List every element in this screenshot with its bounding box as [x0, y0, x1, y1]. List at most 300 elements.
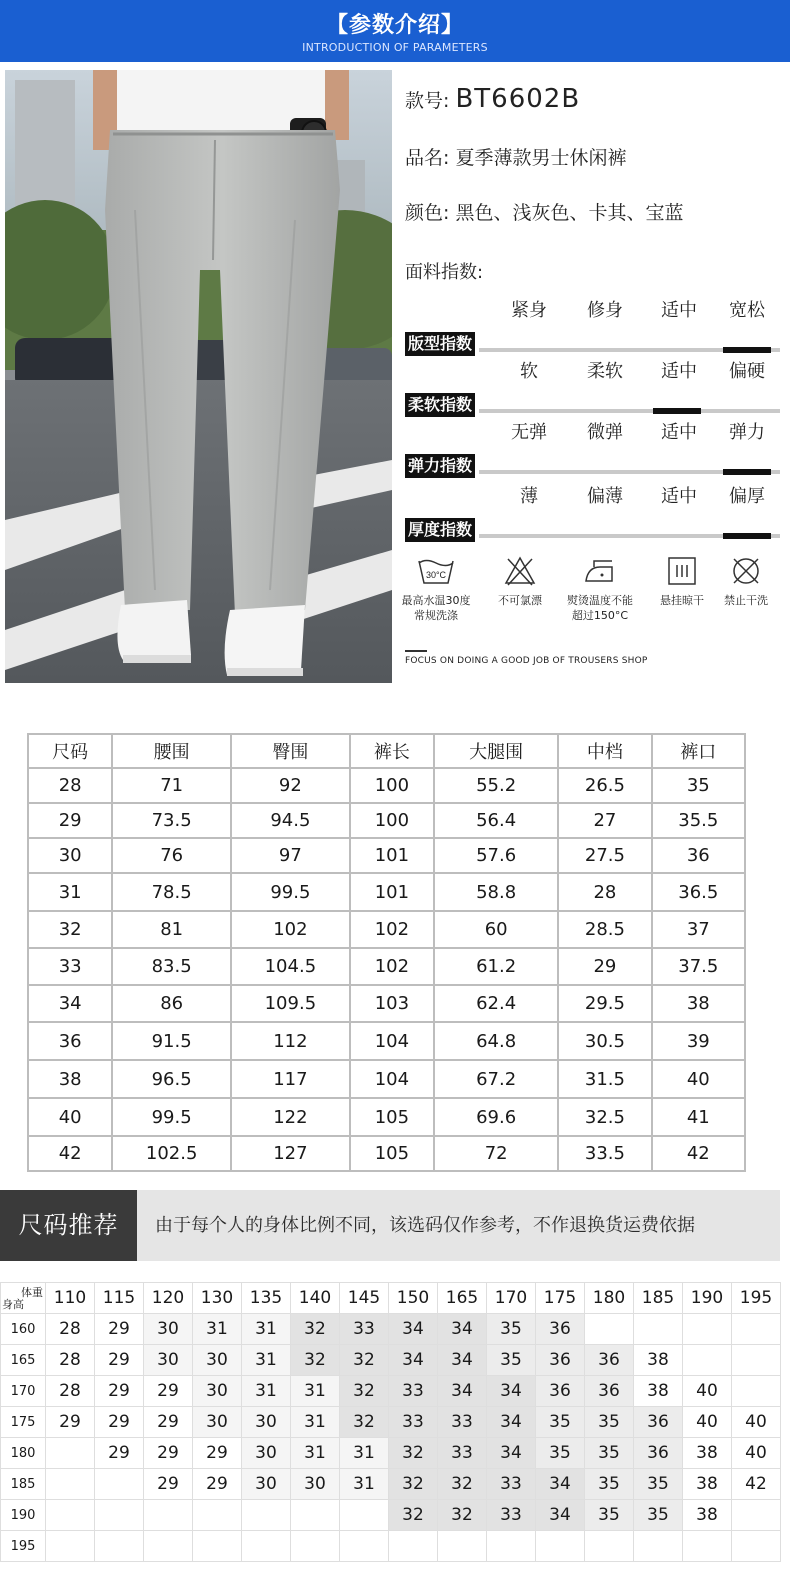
index-label: 版型指数 [405, 332, 475, 356]
size-table-cell: 36 [28, 1022, 112, 1060]
recommend-size-cell [683, 1345, 732, 1376]
fabric-title: 面料指数: [405, 262, 484, 283]
recommend-size-cell: 32 [438, 1500, 487, 1531]
size-table-row [28, 1136, 745, 1171]
recommend-size-cell: 33 [438, 1407, 487, 1438]
size-table [27, 733, 746, 1172]
recommend-size-cell: 34 [487, 1407, 536, 1438]
recommend-size-cell: 36 [536, 1314, 585, 1345]
recommend-size-cell: 34 [438, 1345, 487, 1376]
recommend-size-cell: 32 [291, 1345, 340, 1376]
recommend-size-cell: 36 [585, 1345, 634, 1376]
size-table-cell: 96.5 [112, 1060, 231, 1098]
recommend-size-cell: 29 [144, 1376, 193, 1407]
index-option: 偏薄 [587, 486, 623, 507]
size-table-cell: 100 [350, 803, 434, 838]
size-table-cell: 58.8 [434, 873, 558, 911]
recommend-size-cell [242, 1531, 291, 1562]
weight-header-cell: 170 [487, 1283, 536, 1314]
size-table-cell: 81 [112, 911, 231, 948]
name-row [405, 143, 626, 170]
weight-header-cell: 120 [144, 1283, 193, 1314]
recommend-size-cell [340, 1531, 389, 1562]
page-header [0, 0, 790, 62]
size-table-cell: 102 [350, 911, 434, 948]
index-option: 弹力 [729, 422, 765, 443]
index-option: 薄 [520, 486, 538, 507]
recommend-size-cell: 35 [487, 1345, 536, 1376]
recommend-size-cell: 35 [634, 1469, 683, 1500]
recommend-size-cell: 29 [144, 1407, 193, 1438]
recommend-size-cell [144, 1500, 193, 1531]
recommend-size-cell [732, 1314, 781, 1345]
size-table-row [28, 838, 745, 873]
height-cell: 195 [1, 1531, 46, 1562]
size-table-cell: 102 [231, 911, 350, 948]
size-table-cell: 60 [434, 911, 558, 948]
recommend-size-cell [193, 1531, 242, 1562]
recommend-row [1, 1314, 781, 1345]
recommend-size-cell [438, 1531, 487, 1562]
size-header-cell: 裤长 [350, 734, 434, 768]
recommend-size-cell [46, 1500, 95, 1531]
recommend-size-cell [291, 1500, 340, 1531]
care-line: 熨烫温度不能 [567, 594, 633, 607]
weight-header-cell: 135 [242, 1283, 291, 1314]
recommend-size-cell [732, 1531, 781, 1562]
size-table-row [28, 1022, 745, 1060]
recommend-size-cell: 35 [487, 1314, 536, 1345]
recommend-size-cell: 28 [46, 1376, 95, 1407]
index-label: 弹力指数 [405, 454, 475, 478]
recommend-size-cell: 29 [193, 1469, 242, 1500]
size-table-cell: 34 [28, 985, 112, 1022]
color-label: 颜色: [405, 202, 450, 224]
recommend-size-cell: 33 [340, 1314, 389, 1345]
size-table-cell: 104 [350, 1060, 434, 1098]
recommend-size-cell: 33 [487, 1500, 536, 1531]
recommend-size-cell: 32 [291, 1314, 340, 1345]
size-header-cell: 大腿围 [434, 734, 558, 768]
size-table-cell: 73.5 [112, 803, 231, 838]
recommend-size-cell: 31 [340, 1469, 389, 1500]
size-table-row [28, 768, 745, 803]
care-no-dry-clean [706, 555, 786, 608]
size-table-header [28, 734, 745, 768]
size-table-cell: 100 [350, 768, 434, 803]
recommend-corner [1, 1283, 46, 1314]
size-table-row [28, 948, 745, 985]
name-label: 品名: [405, 147, 450, 169]
recommend-size-cell: 32 [389, 1500, 438, 1531]
recommend-size-cell: 35 [634, 1500, 683, 1531]
recommend-size-cell: 30 [242, 1469, 291, 1500]
recommend-size-cell: 32 [389, 1469, 438, 1500]
recommend-size-cell: 33 [438, 1438, 487, 1469]
recommend-size-cell: 30 [242, 1407, 291, 1438]
size-table-cell: 56.4 [434, 803, 558, 838]
recommend-size-cell: 40 [732, 1407, 781, 1438]
size-table-cell: 71 [112, 768, 231, 803]
height-cell: 180 [1, 1438, 46, 1469]
recommend-size-cell: 36 [585, 1376, 634, 1407]
recommend-size-cell [242, 1500, 291, 1531]
no-bleach-icon [504, 555, 536, 587]
recommend-size-cell [95, 1500, 144, 1531]
recommend-size-cell: 33 [487, 1469, 536, 1500]
size-table-cell: 35 [652, 768, 745, 803]
care-line: 超过150°C [571, 609, 629, 622]
size-table-cell: 103 [350, 985, 434, 1022]
recommend-row [1, 1438, 781, 1469]
recommend-size-cell [46, 1531, 95, 1562]
index-option: 适中 [661, 422, 697, 443]
recommend-size-cell: 32 [438, 1469, 487, 1500]
care-line: 最高水温30度 [401, 594, 471, 607]
recommend-size-cell: 30 [291, 1469, 340, 1500]
recommend-size-cell [193, 1500, 242, 1531]
index-elasticity [405, 418, 780, 478]
model-value: BT6602B [455, 84, 581, 114]
index-thickness [405, 482, 780, 542]
size-table-cell: 104.5 [231, 948, 350, 985]
weight-header-cell: 140 [291, 1283, 340, 1314]
size-table-cell: 83.5 [112, 948, 231, 985]
recommend-header-row [1, 1283, 781, 1314]
index-label: 柔软指数 [405, 393, 475, 417]
recommend-size-cell: 35 [585, 1407, 634, 1438]
recommend-size-cell: 34 [438, 1376, 487, 1407]
recommend-size-cell: 31 [242, 1376, 291, 1407]
recommend-size-cell: 42 [732, 1469, 781, 1500]
recommend-size-cell: 29 [95, 1438, 144, 1469]
recommend-size-cell: 34 [487, 1376, 536, 1407]
size-table-cell: 38 [28, 1060, 112, 1098]
recommend-size-cell: 29 [95, 1407, 144, 1438]
size-table-cell: 104 [350, 1022, 434, 1060]
recommend-size-cell: 29 [144, 1469, 193, 1500]
size-table-cell: 97 [231, 838, 350, 873]
recommend-size-cell [144, 1531, 193, 1562]
weight-header-cell: 130 [193, 1283, 242, 1314]
index-bar [479, 409, 780, 413]
size-table-cell: 31 [28, 873, 112, 911]
size-table-cell: 101 [350, 838, 434, 873]
care-line: 禁止干洗 [724, 594, 768, 607]
recommend-size-cell [732, 1345, 781, 1376]
iron-icon [580, 555, 620, 587]
header-title: 【参数介绍】 [325, 13, 464, 38]
size-table-cell: 102.5 [112, 1136, 231, 1171]
recommend-size-cell: 30 [242, 1438, 291, 1469]
recommend-size-cell: 33 [389, 1376, 438, 1407]
recommend-table [0, 1282, 781, 1562]
recommend-size-cell: 35 [585, 1469, 634, 1500]
size-table-cell: 36.5 [652, 873, 745, 911]
recommend-size-cell [389, 1531, 438, 1562]
index-option: 偏硬 [729, 361, 765, 382]
size-table-cell: 122 [231, 1098, 350, 1136]
size-table-cell: 28.5 [558, 911, 651, 948]
size-table-row [28, 803, 745, 838]
weight-header-cell: 190 [683, 1283, 732, 1314]
weight-header-cell: 150 [389, 1283, 438, 1314]
recommend-size-cell: 34 [389, 1345, 438, 1376]
recommend-size-cell: 38 [683, 1500, 732, 1531]
recommend-size-cell: 30 [193, 1345, 242, 1376]
size-table-cell: 42 [28, 1136, 112, 1171]
recommend-size-cell: 40 [683, 1376, 732, 1407]
weight-axis-label: 体重 [21, 1286, 43, 1299]
weight-header-cell: 115 [95, 1283, 144, 1314]
size-table-cell: 117 [231, 1060, 350, 1098]
size-table-row [28, 1060, 745, 1098]
height-cell: 170 [1, 1376, 46, 1407]
care-wash [396, 555, 476, 623]
recommend-size-cell: 36 [634, 1407, 683, 1438]
size-table-cell: 26.5 [558, 768, 651, 803]
recommend-size-cell [683, 1531, 732, 1562]
size-table-cell: 30.5 [558, 1022, 651, 1060]
weight-header-cell: 195 [732, 1283, 781, 1314]
size-header-cell: 中档 [558, 734, 651, 768]
recommend-size-cell: 38 [634, 1345, 683, 1376]
recommend-size-cell: 29 [95, 1314, 144, 1345]
index-option: 紧身 [511, 300, 547, 321]
size-table-cell: 91.5 [112, 1022, 231, 1060]
index-option: 微弹 [587, 422, 623, 443]
index-option: 无弹 [511, 422, 547, 443]
size-table-cell: 112 [231, 1022, 350, 1060]
size-table-cell: 38 [652, 985, 745, 1022]
recommend-size-cell [585, 1314, 634, 1345]
recommend-size-cell: 34 [487, 1438, 536, 1469]
size-table-cell: 42 [652, 1136, 745, 1171]
recommend-size-cell: 31 [242, 1345, 291, 1376]
color-value: 黑色、浅灰色、卡其、宝蓝 [455, 202, 684, 224]
recommend-size-cell: 32 [340, 1407, 389, 1438]
product-photo [5, 70, 392, 683]
size-table-cell: 28 [28, 768, 112, 803]
hang-dry-icon [666, 555, 698, 587]
index-option: 偏厚 [729, 486, 765, 507]
index-option: 适中 [661, 300, 697, 321]
recommend-size-cell: 35 [536, 1438, 585, 1469]
size-table-cell: 40 [652, 1060, 745, 1098]
size-table-row [28, 873, 745, 911]
product-photo-illustration [5, 70, 392, 683]
recommend-size-cell: 40 [732, 1438, 781, 1469]
size-table-cell: 101 [350, 873, 434, 911]
size-table-cell: 29.5 [558, 985, 651, 1022]
recommend-size-cell [683, 1314, 732, 1345]
size-table-cell: 92 [231, 768, 350, 803]
recommend-size-cell: 36 [536, 1345, 585, 1376]
index-option: 适中 [661, 361, 697, 382]
recommend-size-cell: 29 [95, 1376, 144, 1407]
recommend-size-cell: 34 [536, 1500, 585, 1531]
recommend-row [1, 1500, 781, 1531]
size-table-cell: 31.5 [558, 1060, 651, 1098]
header-subtitle: INTRODUCTION OF PARAMETERS [302, 41, 488, 54]
size-table-cell: 32.5 [558, 1098, 651, 1136]
recommend-size-cell: 32 [340, 1376, 389, 1407]
recommend-size-cell: 35 [585, 1500, 634, 1531]
index-option: 宽松 [729, 300, 765, 321]
size-table-cell: 62.4 [434, 985, 558, 1022]
recommend-size-cell [732, 1376, 781, 1407]
recommend-size-cell [536, 1531, 585, 1562]
index-selected-marker [723, 347, 771, 353]
size-table-cell: 41 [652, 1098, 745, 1136]
recommend-size-cell: 29 [95, 1345, 144, 1376]
weight-header-cell: 175 [536, 1283, 585, 1314]
recommend-size-cell [732, 1500, 781, 1531]
size-table-cell: 37.5 [652, 948, 745, 985]
size-table-cell: 35.5 [652, 803, 745, 838]
recommend-row [1, 1531, 781, 1562]
size-table-cell: 39 [652, 1022, 745, 1060]
size-table-cell: 105 [350, 1136, 434, 1171]
size-table-cell: 36 [652, 838, 745, 873]
size-table-cell: 27 [558, 803, 651, 838]
footer-divider [405, 650, 427, 652]
recommend-size-cell: 31 [291, 1376, 340, 1407]
height-cell: 160 [1, 1314, 46, 1345]
recommend-size-cell: 34 [536, 1469, 585, 1500]
size-table-cell: 32 [28, 911, 112, 948]
size-table-cell: 99.5 [231, 873, 350, 911]
recommend-size-cell: 38 [683, 1438, 732, 1469]
recommend-size-cell: 31 [291, 1438, 340, 1469]
wash-30-icon [416, 555, 456, 587]
size-table-cell: 57.6 [434, 838, 558, 873]
color-row [405, 198, 683, 225]
recommend-size-cell [487, 1531, 536, 1562]
recommend-size-cell: 30 [144, 1314, 193, 1345]
recommend-size-cell [95, 1531, 144, 1562]
recommend-size-cell [634, 1531, 683, 1562]
height-cell: 190 [1, 1500, 46, 1531]
weight-header-cell: 165 [438, 1283, 487, 1314]
recommend-size-cell: 38 [683, 1469, 732, 1500]
weight-header-cell: 185 [634, 1283, 683, 1314]
size-table-cell: 33 [28, 948, 112, 985]
size-table-cell: 69.6 [434, 1098, 558, 1136]
recommend-size-cell: 40 [683, 1407, 732, 1438]
care-iron [560, 555, 640, 623]
size-table-cell: 99.5 [112, 1098, 231, 1136]
height-axis-label: 身高 [2, 1298, 24, 1311]
recommend-size-cell: 30 [144, 1345, 193, 1376]
recommend-row [1, 1407, 781, 1438]
size-table-row [28, 1098, 745, 1136]
recommend-size-cell [46, 1469, 95, 1500]
index-softness [405, 357, 780, 417]
recommend-size-cell [585, 1531, 634, 1562]
size-header-cell: 腰围 [112, 734, 231, 768]
size-table-cell: 102 [350, 948, 434, 985]
index-selected-marker [723, 469, 771, 475]
recommend-size-cell [46, 1438, 95, 1469]
recommend-size-cell: 29 [144, 1438, 193, 1469]
recommend-size-cell [291, 1531, 340, 1562]
size-table-cell: 64.8 [434, 1022, 558, 1060]
size-table-cell: 29 [28, 803, 112, 838]
recommend-note: 由于每个人的身体比例不同，该选码仅作参考，不作退换货运费依据 [137, 1190, 780, 1261]
care-line: 悬挂晾干 [660, 594, 704, 607]
size-table-cell: 27.5 [558, 838, 651, 873]
size-table-cell: 33.5 [558, 1136, 651, 1171]
no-dry-clean-icon [730, 555, 762, 587]
index-fit [405, 296, 780, 356]
size-table-row [28, 911, 745, 948]
recommend-size-cell: 34 [389, 1314, 438, 1345]
size-table-row [28, 985, 745, 1022]
care-line: 常规洗涤 [414, 609, 458, 622]
size-table-cell: 78.5 [112, 873, 231, 911]
index-selected-marker [723, 533, 771, 539]
index-option: 软 [520, 361, 538, 382]
recommend-size-cell: 36 [634, 1438, 683, 1469]
weight-header-cell: 180 [585, 1283, 634, 1314]
size-table-cell: 127 [231, 1136, 350, 1171]
recommend-row [1, 1376, 781, 1407]
care-no-bleach [480, 555, 560, 608]
recommend-size-cell [634, 1314, 683, 1345]
model-label: 款号: [405, 90, 450, 112]
size-table-cell: 109.5 [231, 985, 350, 1022]
index-option: 修身 [587, 300, 623, 321]
recommend-size-cell: 31 [291, 1407, 340, 1438]
size-table-cell: 94.5 [231, 803, 350, 838]
recommend-size-cell: 29 [193, 1438, 242, 1469]
recommend-size-cell [95, 1469, 144, 1500]
recommend-size-cell [340, 1500, 389, 1531]
recommend-row [1, 1469, 781, 1500]
footer-text: FOCUS ON DOING A GOOD JOB OF TROUSERS SHOP [405, 656, 648, 666]
recommend-size-cell: 35 [536, 1407, 585, 1438]
size-header-cell: 裤口 [652, 734, 745, 768]
model-row [405, 84, 580, 114]
index-option: 适中 [661, 486, 697, 507]
height-cell: 165 [1, 1345, 46, 1376]
weight-header-cell: 145 [340, 1283, 389, 1314]
index-label: 厚度指数 [405, 518, 475, 542]
recommend-size-cell: 38 [634, 1376, 683, 1407]
recommend-size-cell: 33 [389, 1407, 438, 1438]
recommend-size-cell: 28 [46, 1345, 95, 1376]
recommend-size-cell: 35 [585, 1438, 634, 1469]
recommend-size-cell: 36 [536, 1376, 585, 1407]
index-option: 柔软 [587, 361, 623, 382]
size-table-cell: 30 [28, 838, 112, 873]
recommend-size-cell: 30 [193, 1407, 242, 1438]
size-table-cell: 61.2 [434, 948, 558, 985]
wash-temp-badge: 30°C [425, 570, 447, 580]
recommend-size-cell: 34 [438, 1314, 487, 1345]
size-table-cell: 28 [558, 873, 651, 911]
height-cell: 175 [1, 1407, 46, 1438]
recommend-size-cell: 32 [389, 1438, 438, 1469]
name-value: 夏季薄款男士休闲裤 [455, 147, 627, 169]
size-table-cell: 72 [434, 1136, 558, 1171]
size-header-cell: 臀围 [231, 734, 350, 768]
recommend-size-cell: 32 [340, 1345, 389, 1376]
size-table-cell: 40 [28, 1098, 112, 1136]
size-header-cell: 尺码 [28, 734, 112, 768]
size-table-cell: 105 [350, 1098, 434, 1136]
